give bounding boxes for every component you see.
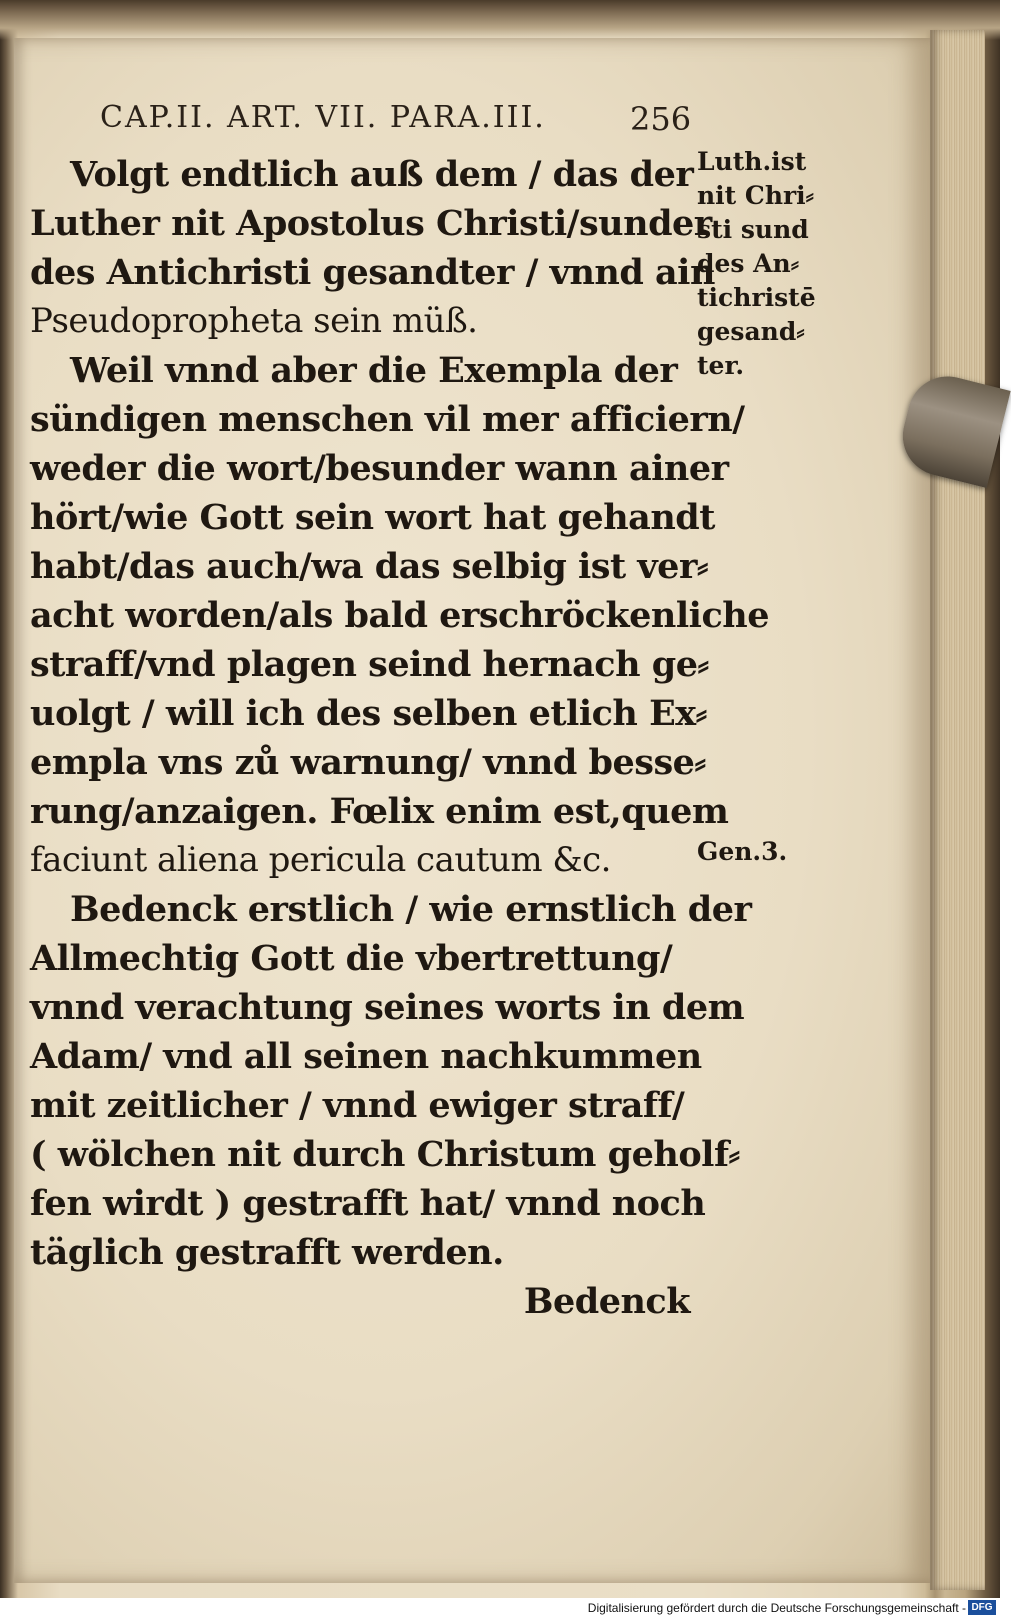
- text-line: Adam/ vnd all seinen nachkummen: [30, 1036, 702, 1077]
- marginal-reference: [697, 835, 807, 869]
- text-line: rung/anzaigen. Fœlix enim est,quem: [30, 791, 729, 832]
- text-line: acht worden/als bald erschröckenliche: [30, 595, 769, 636]
- text-line: Volgt endtlich auß dem / das der: [70, 154, 694, 195]
- text-line: mit zeitlicher / vnnd ewiger straff/: [30, 1085, 685, 1126]
- marginal-note-line: nit Chri⸗: [697, 181, 814, 210]
- text-line: straff/vnd plagen seind hernach ge⸗: [30, 644, 709, 685]
- marginal-note-line: ter.: [697, 351, 745, 380]
- marginal-note-line: tichristē: [697, 283, 816, 312]
- catchword: Bedenck: [523, 1281, 690, 1322]
- text-line: des Antichristi gesandter / vnnd ain: [30, 252, 715, 293]
- text-line: Allmechtig Gott die vbertrettung/: [30, 938, 673, 979]
- text-line: Pseudopropheta sein müß.: [30, 301, 478, 341]
- text-line: Bedenck erstlich / wie ernstlich der: [70, 889, 752, 930]
- running-title: CAP.II. ART. VII. PARA.III.: [100, 100, 546, 135]
- page-number: 256: [630, 100, 692, 138]
- text-line: uolgt / will ich des selben etlich Ex⸗: [30, 693, 707, 734]
- marginal-note: [697, 145, 816, 383]
- dfg-logo: DFG: [968, 1600, 996, 1615]
- text-line: hört/wie Gott sein wort hat gehandt: [30, 497, 715, 538]
- marginal-note-line: sti sund: [697, 215, 809, 244]
- text-line: Weil vnnd aber die Exempla der: [70, 350, 678, 391]
- text-line: weder die wort/besunder wann ainer: [30, 448, 729, 489]
- text-line: Luther nit Apostolus Christi/sunder: [30, 203, 712, 244]
- marginal-note-line: Luth.ist: [697, 147, 807, 176]
- text-line: sündigen menschen vil mer afficiern/: [30, 399, 745, 440]
- text-line: fen wirdt ) gestrafft hat/ vnnd noch: [30, 1183, 706, 1224]
- marginal-reference-line: Gen.3.: [697, 837, 788, 866]
- marginal-note-line: des An⸗: [697, 249, 800, 278]
- digitization-credit: Digitalisierung gefördert durch die Deutsche Forschungsgemeinschaft -: [587, 1601, 966, 1615]
- text-line: vnnd verachtung seines worts in dem: [30, 987, 745, 1028]
- marginal-note-line: gesand⸗: [697, 317, 805, 346]
- text-line: täglich gestrafft werden.: [30, 1232, 504, 1273]
- text-line: ( wölchen nit durch Christum geholf⸗: [30, 1134, 740, 1175]
- text-line: empla vns zů warnung/ vnnd besse⸗: [30, 742, 706, 783]
- text-line: habt/das auch/wa das selbig ist ver⸗: [30, 546, 709, 587]
- text-line: faciunt aliena pericula cautum &c.: [30, 840, 611, 880]
